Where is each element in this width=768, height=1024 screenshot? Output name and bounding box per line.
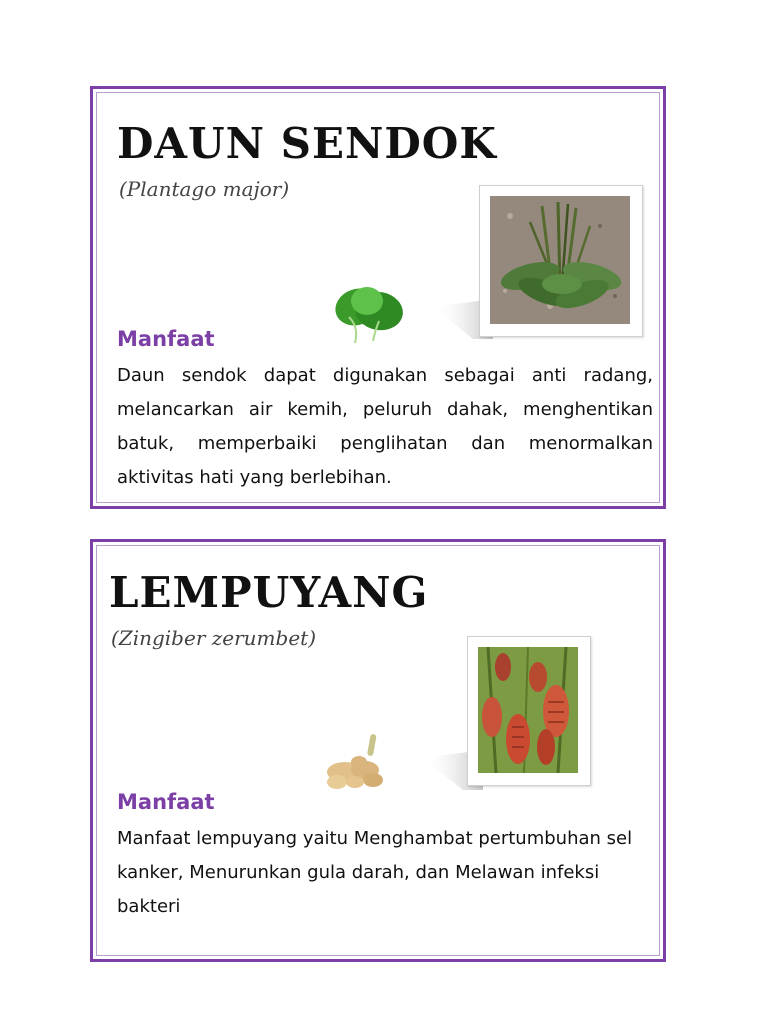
plant-card-lempuyang bbox=[90, 539, 666, 962]
benefit-heading: Manfaat bbox=[117, 327, 215, 351]
scientific-name: (Zingiber zerumbet) bbox=[111, 626, 316, 650]
scientific-name: (Plantago major) bbox=[119, 177, 290, 201]
flower-photo-image bbox=[478, 647, 578, 773]
benefit-description: Daun sendok dapat digunakan sebagai anti radang, melancarkan air kemih, peluruh dahak, menghentikan batuk, memperbaiki penglihatan dan menormalkan aktivitas hati yang berlebihan. bbox=[117, 365, 653, 488]
ginger-root-icon bbox=[323, 732, 393, 794]
card-title: DAUN SENDOK bbox=[117, 119, 497, 168]
plantago-plant-photo bbox=[479, 185, 643, 337]
card-title: LEMPUYANG bbox=[109, 568, 429, 617]
plant-photo-image bbox=[490, 196, 630, 324]
zingiber-flower-photo bbox=[467, 636, 591, 786]
plant-card-daun-sendok bbox=[90, 86, 666, 509]
spinach-leaf-icon bbox=[329, 277, 409, 347]
benefit-description: Manfaat lempuyang yaitu Menghambat pertumbuhan sel kanker, Menurunkan gula darah, dan Melawan infeksi bakteri bbox=[117, 828, 633, 917]
benefit-heading: Manfaat bbox=[117, 790, 215, 814]
